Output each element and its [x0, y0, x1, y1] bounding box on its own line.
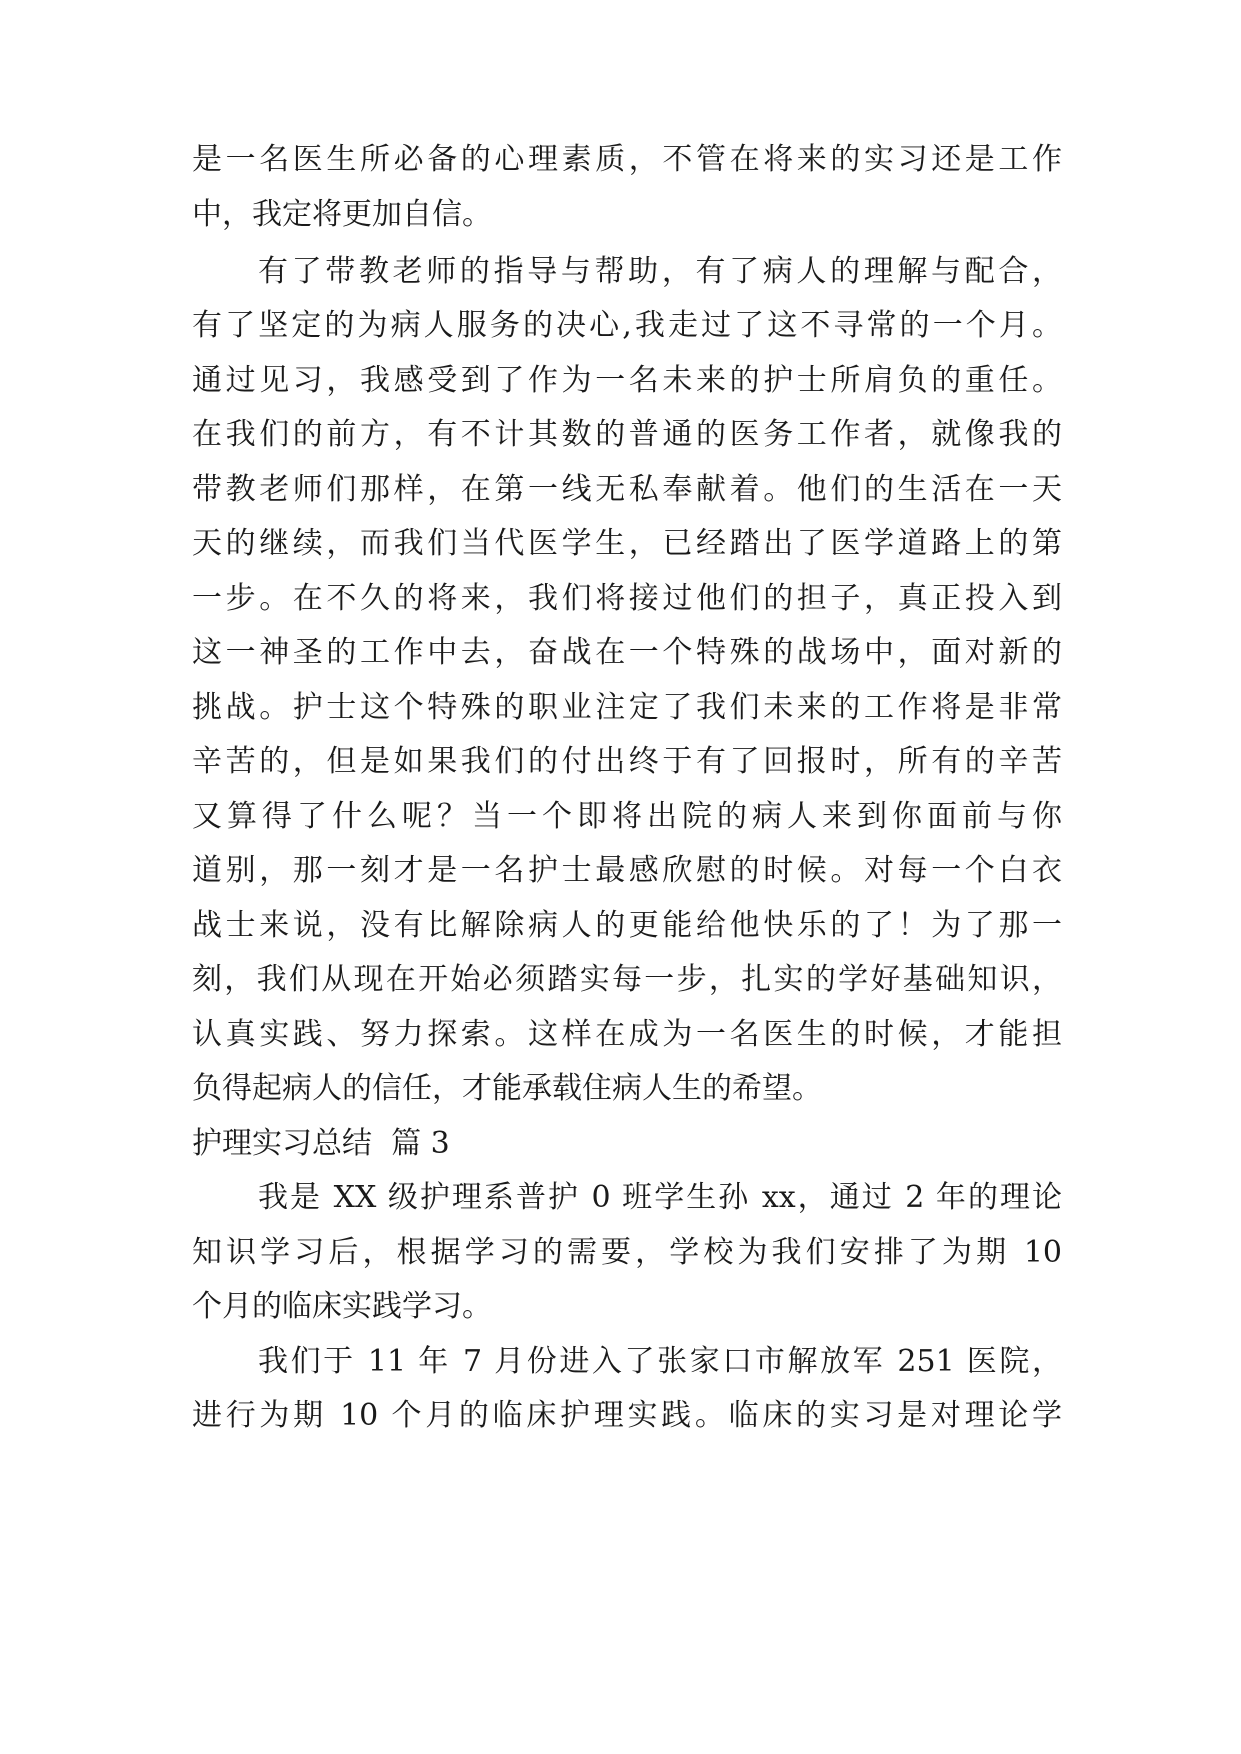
text-line: 有了坚定的为病人服务的决心,我走过了这不寻常的一个月。: [192, 308, 1062, 343]
text-line: 负得起病人的信任，才能承载住病人生的希望。: [192, 1071, 822, 1106]
text-line: 战士来说，没有比解除病人的更能给他快乐的了！为了那一: [192, 908, 1062, 943]
text-line: 进行为期 10 个月的临床护理实践。临床的实习是对理论学: [192, 1398, 1062, 1433]
text-line: 道别，那一刻才是一名护士最感欣慰的时候。对每一个白衣: [192, 853, 1062, 888]
text-line: 我们于 11 年 7 月份进入了张家口市解放军 251 医院，: [258, 1344, 1062, 1379]
text-line: 天的继续，而我们当代医学生，已经踏出了医学道路上的第: [192, 526, 1062, 561]
text-line: 有了带教老师的指导与帮助，有了病人的理解与配合，: [258, 254, 1062, 289]
text-line: 通过见习，我感受到了作为一名未来的护士所肩负的重任。: [192, 363, 1062, 398]
text-line: 中，我定将更加自信。: [192, 197, 492, 232]
text-line: 一步。在不久的将来，我们将接过他们的担子，真正投入到: [192, 581, 1062, 616]
text-line: 这一神圣的工作中去，奋战在一个特殊的战场中，面对新的: [192, 635, 1062, 670]
text-line: 又算得了什么呢？当一个即将出院的病人来到你面前与你: [192, 799, 1062, 834]
text-line: 辛苦的，但是如果我们的付出终于有了回报时，所有的辛苦: [192, 744, 1062, 779]
text-line: 刻，我们从现在开始必须踏实每一步，扎实的学好基础知识，: [192, 962, 1062, 997]
text-line: 我是 XX 级护理系普护 0 班学生孙 xx，通过 2 年的理论: [258, 1180, 1062, 1215]
section-heading: 护理实习总结 篇 3: [192, 1126, 450, 1161]
text-line: 认真实践、努力探索。这样在成为一名医生的时候，才能担: [192, 1017, 1062, 1052]
text-line: 是一名医生所必备的心理素质，不管在将来的实习还是工作: [192, 142, 1062, 177]
text-line: 知识学习后，根据学习的需要，学校为我们安排了为期 10: [192, 1235, 1062, 1270]
text-line: 个月的临床实践学习。: [192, 1289, 492, 1324]
text-line: 挑战。护士这个特殊的职业注定了我们未来的工作将是非常: [192, 690, 1062, 725]
text-line: 带教老师们那样，在第一线无私奉献着。他们的生活在一天: [192, 472, 1062, 507]
text-line: 在我们的前方，有不计其数的普通的医务工作者，就像我的: [192, 417, 1062, 452]
